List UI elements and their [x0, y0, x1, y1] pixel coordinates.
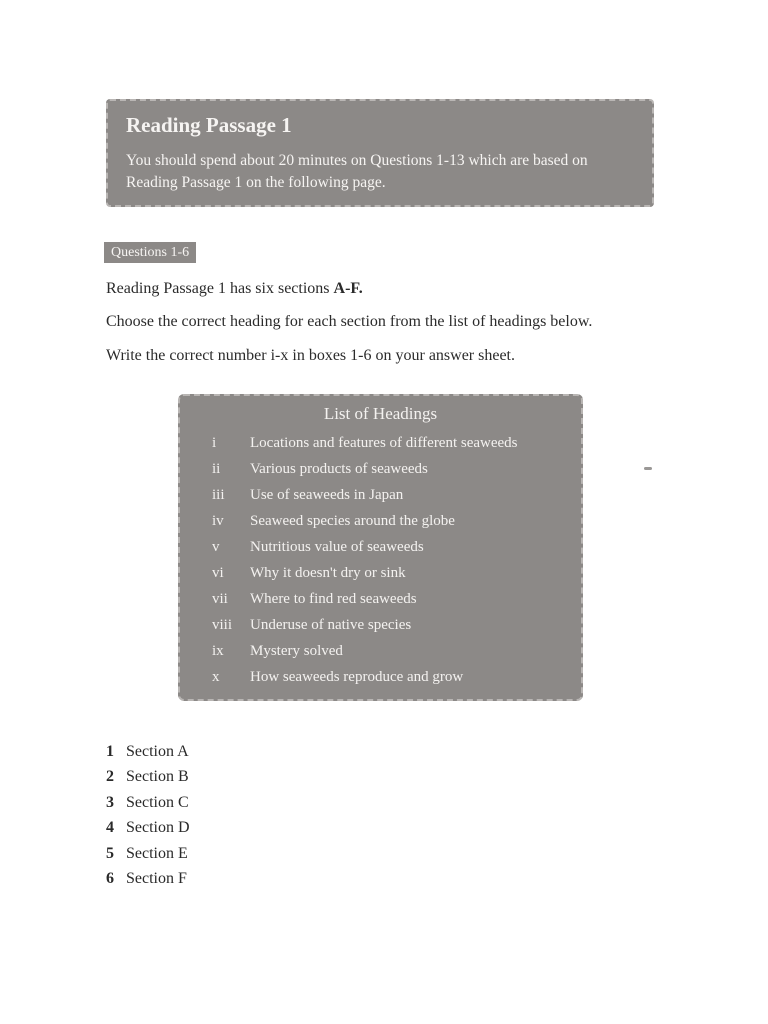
heading-number: vii — [212, 590, 228, 607]
section-item — [106, 867, 190, 893]
heading-row — [180, 482, 581, 508]
heading-text: Where to find red seaweeds — [250, 590, 417, 607]
heading-row — [180, 664, 581, 690]
questions-badge: Questions 1-6 — [104, 242, 196, 263]
heading-text: Why it doesn't dry or sink — [250, 564, 406, 581]
section-label: Section A — [126, 742, 189, 760]
section-label: Section B — [126, 768, 189, 786]
section-number: 6 — [106, 870, 114, 888]
section-item — [106, 816, 190, 842]
heading-row — [180, 430, 581, 456]
heading-text: Use of seaweeds in Japan — [250, 486, 404, 503]
heading-number: iv — [212, 512, 224, 529]
headings-title: List of Headings — [323, 404, 438, 423]
section-list — [106, 739, 190, 892]
heading-number: ii — [212, 460, 221, 477]
heading-text: Seaweed species around the globe — [250, 512, 455, 529]
heading-row — [180, 638, 581, 664]
heading-text: Locations and features of different seaweeds — [250, 434, 518, 451]
list-of-headings-box — [178, 394, 583, 701]
section-item — [106, 841, 190, 867]
instruction-line-1-text: Reading Passage 1 has six sections — [106, 280, 334, 297]
passage-title: Reading Passage 1 — [126, 113, 292, 137]
section-item — [106, 790, 190, 816]
section-number: 3 — [106, 793, 114, 811]
section-number: 4 — [106, 819, 114, 837]
instruction-line-2: Choose the correct heading for each section from the list of headings below. — [106, 313, 593, 330]
heading-number: ix — [212, 642, 224, 659]
section-number: 5 — [106, 844, 114, 862]
heading-number: x — [212, 668, 220, 685]
heading-row — [180, 456, 581, 482]
heading-number: viii — [212, 616, 233, 633]
scan-speck — [644, 467, 652, 470]
heading-row — [180, 534, 581, 560]
heading-number: vi — [212, 564, 224, 581]
heading-number: v — [212, 538, 220, 555]
section-label: Section C — [126, 793, 189, 811]
heading-text: How seaweeds reproduce and grow — [250, 668, 464, 685]
section-label: Section F — [126, 870, 187, 888]
heading-text: Mystery solved — [250, 642, 343, 659]
passage-instruction-line-2: Reading Passage 1 on the following page. — [126, 174, 386, 191]
passage-instruction-line-1: You should spend about 20 minutes on Questions 1-13 which are based on — [126, 152, 588, 169]
heading-number: iii — [212, 486, 225, 503]
instruction-line-3: Write the correct number i-x in boxes 1-6 on your answer sheet. — [106, 347, 515, 364]
heading-row — [180, 612, 581, 638]
heading-row — [180, 586, 581, 612]
section-number: 1 — [106, 742, 114, 760]
heading-text: Nutritious value of seaweeds — [250, 538, 424, 555]
instruction-line-1 — [106, 280, 363, 298]
heading-number: i — [212, 434, 217, 451]
section-number: 2 — [106, 768, 114, 786]
section-label: Section E — [126, 844, 188, 862]
heading-row — [180, 560, 581, 586]
reading-passage-banner — [106, 99, 654, 207]
section-label: Section D — [126, 819, 190, 837]
section-item — [106, 739, 190, 765]
heading-text: Various products of seaweeds — [250, 460, 428, 477]
heading-row — [180, 508, 581, 534]
instruction-line-1-bold: A-F. — [333, 280, 363, 297]
section-item — [106, 765, 190, 791]
heading-text: Underuse of native species — [250, 616, 412, 633]
